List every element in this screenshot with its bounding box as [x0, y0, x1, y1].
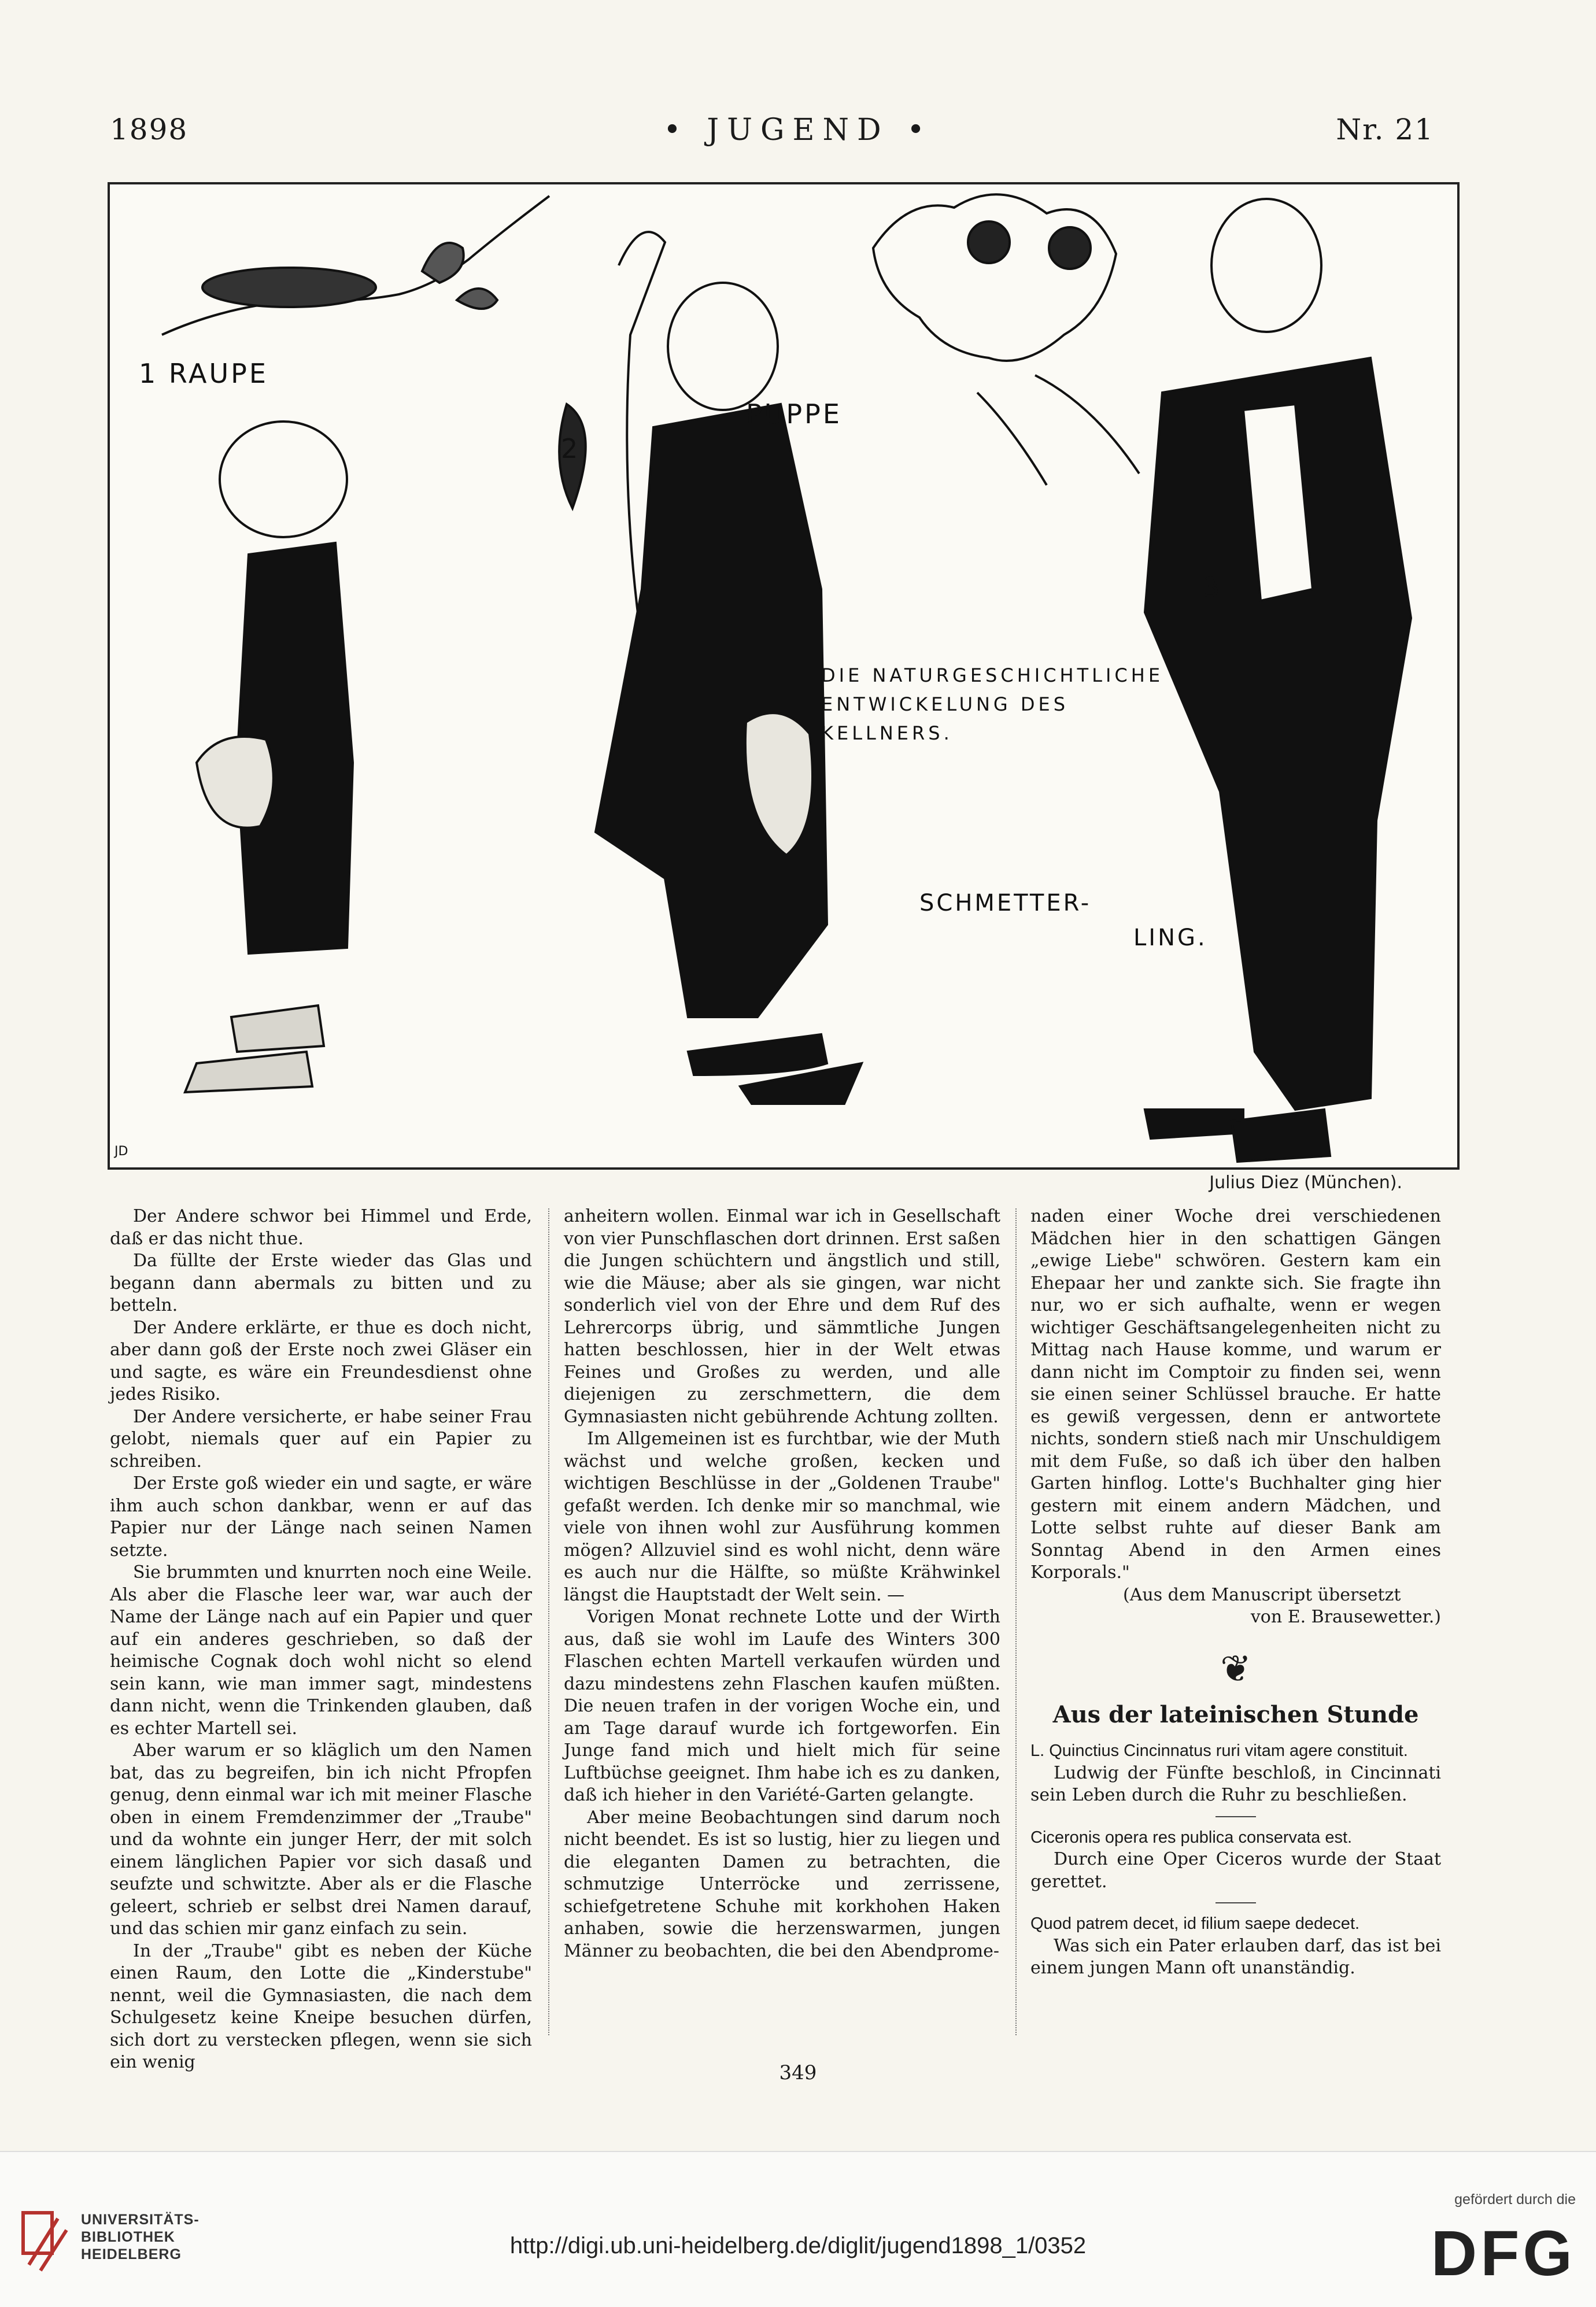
- butterfly: [873, 194, 1116, 361]
- young-man-body: [596, 404, 827, 1017]
- label-ling: LING.: [1133, 925, 1207, 951]
- dfg-subtitle: gefördert durch die: [1454, 2191, 1576, 2208]
- text-column-3: [1030, 1206, 1441, 1980]
- caption-line-2: ENTWICKELUNG DES: [821, 693, 1069, 715]
- ornament-icon: ❦: [1220, 1647, 1251, 1691]
- library-name-line: HEIDELBERG: [81, 2246, 182, 2262]
- paragraph: anheitern wollen. Einmal war ich in Gesellschaft von vier Punschflaschen dort drinnen. Erst saßen die Jungen schüchtern und ängstlich und still, wie die Mäuse; aber als sie gingen, war nicht sonderlich viel von der Ehre und dem Ruf des Lehrercorps übrig, und sämmtliche Jungen hatten beschlossen, hier in der Welt etwas Feines und Großes zu werden, und alle diejenigen zu zerschmettern, die dem Gymnasiasten nicht gebührende Achtung zollten.: [564, 1206, 1000, 1427]
- paragraph: Sie brummten und knurrten noch eine Weile. Als aber die Flasche leer war, war auch der Name der Länge nach auf ein Papier und quer auf ein anderes geschrieben, so daß der heimische Cognak doch wohl nicht so elend sein kann, wie man immer sagt, mindestens dann nicht, wenn die Trinkenden glauben, daß es echter Martell sei.: [110, 1562, 532, 1739]
- artist-monogram: JD: [114, 1144, 128, 1159]
- label-raupe: 1 RAUPE: [139, 358, 268, 389]
- caterpillar: [202, 268, 376, 307]
- german-translation: Ludwig der Fünfte beschloß, in Cincinnati sein Leben durch die Ruhr zu beschließen.: [1030, 1762, 1441, 1805]
- label-2: 2: [561, 433, 581, 464]
- paragraph: Vorigen Monat rechnete Lotte und der Wirth aus, daß sie wohl im Laufe des Winters 300 Flaschen echten Martell verkaufen würden und dazu mindestens zehn Flaschen kaufen müßten. Die neuen trafen in der vorigen Woche ein, und am Tage darauf wurde ich fortgeworfen. Ein Junge fand mich und hielt mich für seine Luftbüchse geeignet. Ihm habe ich es zu danken, daß ich hieher in den Variété-Garten gelangte.: [564, 1607, 1000, 1805]
- paragraph: Der Andere erklärte, er thue es doch nicht, aber dann goß der Erste noch zwei Gläser ein und sagte, es wäre ein Freundesdienst ohne jedes Risiko.: [110, 1317, 532, 1404]
- paragraph: In der „Traube" gibt es neben der Küche einen Raum, den Lotte die „Kinderstube" nennt, weil die Gymnasiasten, die nach dem Schulgesetz keine Kneipe besuchen dürfen, sich dort zu verstecken pflegen, wenn sie sich ein wenig: [110, 1940, 532, 2072]
- dfg-logo[interactable]: DFG: [1431, 2218, 1576, 2289]
- library-name-line: BIBLIOTHEK: [81, 2229, 175, 2245]
- paragraph: Aber warum er so kläglich um den Namen bat, das zu begreifen, bin ich nicht Pfropfen genug, denn einmal war ich mit meiner Flasche oben in einem Fremdenzimmer der „Traube" und da wohnte ein junger Herr, der mit solch einem länglichen Papier vor sich dasaß und seufzte und schwitzte. Aber als er die Flasche geleert, schrieb er selbst drei Namen darauf, und das schien mir ganz einfach zu sein.: [110, 1740, 532, 1939]
- divider: [1216, 1902, 1256, 1903]
- label-3: 3: [1203, 572, 1222, 603]
- source-author: von E. Brausewetter.): [1250, 1607, 1441, 1627]
- illustration-drawing: [110, 184, 1457, 1167]
- header-title: • JUGEND •: [663, 113, 933, 147]
- paragraph: Da füllte der Erste wieder das Glas und begann dann abermals zu bitten und zu betteln.: [110, 1251, 532, 1315]
- digitization-footer: [0, 2151, 1596, 2307]
- paragraph: Der Andere schwor bei Himmel und Erde, daß er das nicht thue.: [110, 1206, 532, 1249]
- paragraph: Der Andere versicherte, er habe seiner Frau gelobt, niemals quer auf ein Papier zu schreiben.: [110, 1406, 532, 1472]
- permalink-url[interactable]: http://digi.ub.uni-heidelberg.de/diglit/jugend1898_1/0352: [509, 2233, 1087, 2258]
- illustration: [108, 182, 1460, 1170]
- illustration-credit: Julius Diez (München).: [1209, 1173, 1402, 1193]
- page-number: 349: [779, 2061, 817, 2084]
- text-column-2: [564, 1206, 1000, 1962]
- latin-sentence: Ciceronis opera res publica conservata est.: [1030, 1828, 1353, 1847]
- header-issue: Nr. 21: [1336, 113, 1434, 146]
- waiter-head: [1211, 199, 1321, 332]
- label-schmetter: SCHMETTER-: [919, 890, 1092, 916]
- paragraph: naden einer Woche drei verschiedenen Mädchen hier in den schattigen Gängen „ewige Liebe" schwören. Gestern kam ein Ehepaar her und zankte sich. Sie fragte ihn nur, wo er sich aufhalte, wenn er wegen wichtiger Geschäftsangelegenheiten nicht zu Mittag nach Hause komme, und warum er dann nicht im Comptoir zu finden sei, wenn sie einen seiner Schlüssel brauche. Er hatte es gewiß vergessen, denn er antwortete nichts, sondern stieß nach mir Unschuldigem mit dem Fuße, so daß ich über den halben Garten hinflog. Lotte's Buchhalter ging hier gestern mit einem andern Mädchen, und Lotte selbst ruhte auf dieser Bank am Sonntag Abend in den Armen eines Korporals.": [1030, 1206, 1441, 1583]
- paragraph: Im Allgemeinen ist es furchtbar, wie der Muth wächst und welche großen, kecken und wichtigen Beschlüsse in der „Goldenen Traube" gefaßt werden. Ich denke mir so manchmal, wie viele von ihnen wohl zur Ausführung kommen mögen? Allzuviel sind es wohl nicht, denn wäre es auch nur die Hälfte, so müßte Krähwinkel längst die Hauptstadt der Welt sein. —: [564, 1429, 1000, 1605]
- caption-line-1: DIE NATURGESCHICHTLICHE: [821, 664, 1164, 686]
- paragraph: Aber meine Beobachtungen sind darum noch nicht beendet. Es ist so lustig, hier zu liegen und die eleganten Damen zu betrachten, die schmutzige Unterröcke und zerrissene, schiefgetretene Schuhe mit korkhohen Haken anhaben, sowie die herzenswarmen, jungen Männer zu beobachten, die bei den Abendprome-: [564, 1807, 1000, 1961]
- divider: [1216, 1816, 1256, 1817]
- column-divider: [548, 1208, 549, 2035]
- twig-line: [162, 196, 549, 335]
- source-note: (Aus dem Manuscript übersetzt: [1123, 1584, 1401, 1605]
- caption-line-3: KELLNERS.: [821, 722, 953, 744]
- paragraph: Der Erste goß wieder ein und sagte, er wäre ihm auch schon dankbar, wenn er auf das Papier nur der Länge nach seinen Namen setzte.: [110, 1473, 532, 1561]
- latin-sentence: L. Quinctius Cincinnatus ruri vitam agere constituit.: [1030, 1742, 1408, 1760]
- header-year: 1898: [110, 113, 189, 146]
- column-divider: [1015, 1208, 1017, 2035]
- label-puppe: PUPPE: [746, 398, 842, 430]
- boy-head: [220, 422, 347, 537]
- text-column-1: [110, 1206, 532, 2074]
- german-translation: Was sich ein Pater erlauben darf, das ist bei einem jungen Mann oft unanständig.: [1030, 1935, 1441, 1978]
- library-name-line: UNIVERSITÄTS-: [81, 2212, 200, 2228]
- latin-sentence: Quod patrem decet, id filium saepe dedecet.: [1030, 1914, 1360, 1933]
- young-man-head: [668, 283, 778, 410]
- section-title: Aus der lateinischen Stunde: [1052, 1700, 1419, 1728]
- german-translation: Durch eine Oper Ciceros wurde der Staat gerettet.: [1030, 1849, 1441, 1892]
